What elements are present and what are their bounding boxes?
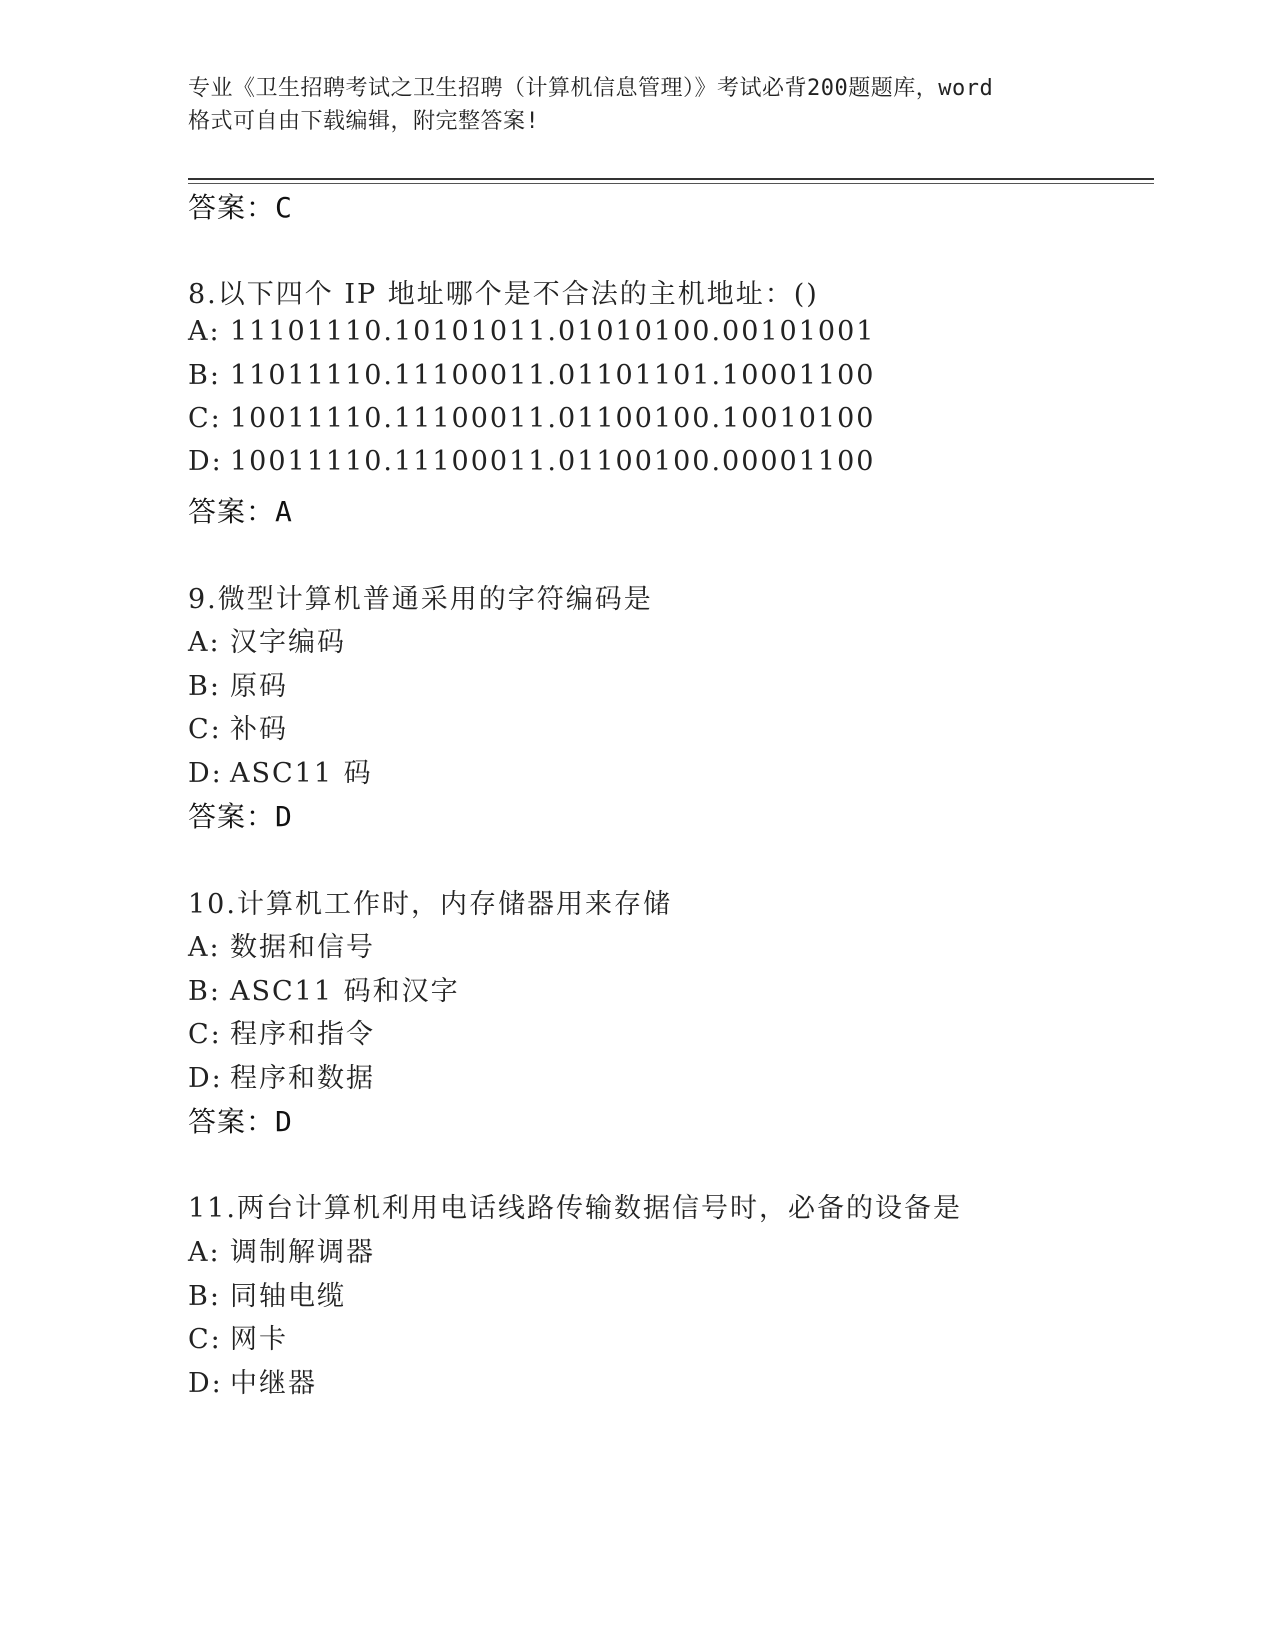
question-11-stem: 11.两台计算机利用电话线路传输数据信号时，必备的设备是 (188, 1193, 962, 1224)
option-text: 11011110.11100011.01101101.10001100 (230, 360, 876, 391)
question-9-option-c (188, 707, 288, 746)
option-text: 11101110.10101011.01010100.00101001 (230, 316, 876, 347)
option-text: 网卡 (230, 1324, 288, 1355)
question-10-option-a (188, 925, 375, 964)
question-9-option-d (188, 751, 373, 790)
option-text: ASC11 码和汉字 (230, 976, 460, 1007)
option-letter: D: (188, 1368, 223, 1399)
question-8-option-a (188, 316, 875, 347)
option-letter: A: (188, 627, 221, 658)
question-8-option-d (188, 446, 875, 477)
question-9-option-a (188, 620, 346, 659)
option-letter: A: (188, 932, 221, 963)
option-text: 10011110.11100011.01100100.10010100 (230, 403, 876, 434)
option-letter: D: (188, 758, 223, 789)
option-text: 数据和信号 (230, 932, 375, 963)
option-letter: B: (188, 976, 221, 1007)
question-11-option-d (188, 1361, 317, 1400)
header-line-2: 格式可自由下载编辑，附完整答案! (188, 109, 540, 134)
option-letter: D: (188, 446, 223, 477)
question-10-option-d (188, 1056, 375, 1095)
question-8-stem: 8.以下四个 IP 地址哪个是不合法的主机地址：() (188, 279, 819, 310)
question-11-option-b (188, 1274, 346, 1313)
header-rule-thin (188, 183, 1154, 184)
question-9-option-b (188, 664, 288, 703)
question-11-option-c (188, 1317, 288, 1356)
question-11-option-a (188, 1230, 375, 1269)
question-10-option-c (188, 1012, 375, 1051)
option-text: 调制解调器 (230, 1237, 375, 1268)
option-text: 中继器 (230, 1368, 317, 1399)
option-letter: C: (188, 403, 222, 434)
option-letter: C: (188, 1324, 222, 1355)
question-10-option-b (188, 969, 460, 1008)
question-9-stem: 9.微型计算机普通采用的字符编码是 (188, 584, 653, 615)
option-text: 10011110.11100011.01100100.00001100 (230, 446, 876, 477)
option-letter: B: (188, 1281, 221, 1312)
previous-answer: 答案：C (188, 191, 293, 224)
option-text: 原码 (230, 671, 288, 702)
option-text: 汉字编码 (230, 627, 346, 658)
option-text: 同轴电缆 (230, 1281, 346, 1312)
question-8-answer: 答案：A (188, 495, 293, 528)
option-letter: C: (188, 714, 222, 745)
header-rule-thick (188, 178, 1154, 180)
option-text: 程序和数据 (230, 1063, 375, 1094)
question-9-answer: 答案：D (188, 800, 293, 833)
question-8-option-b (188, 360, 875, 391)
question-10-stem: 10.计算机工作时，内存储器用来存储 (188, 889, 672, 920)
option-letter: C: (188, 1019, 222, 1050)
question-8-option-c (188, 403, 875, 434)
option-letter: B: (188, 671, 221, 702)
option-letter: B: (188, 360, 221, 391)
option-letter: A: (188, 1237, 221, 1268)
question-10-answer: 答案：D (188, 1105, 293, 1138)
option-text: ASC11 码 (230, 758, 373, 789)
option-letter: A: (188, 316, 221, 347)
option-text: 补码 (230, 714, 288, 745)
option-text: 程序和指令 (230, 1019, 375, 1050)
header-line-1: 专业《卫生招聘考试之卫生招聘（计算机信息管理）》考试必背200题题库，word (188, 76, 994, 101)
document-header (188, 72, 1088, 138)
option-letter: D: (188, 1063, 223, 1094)
